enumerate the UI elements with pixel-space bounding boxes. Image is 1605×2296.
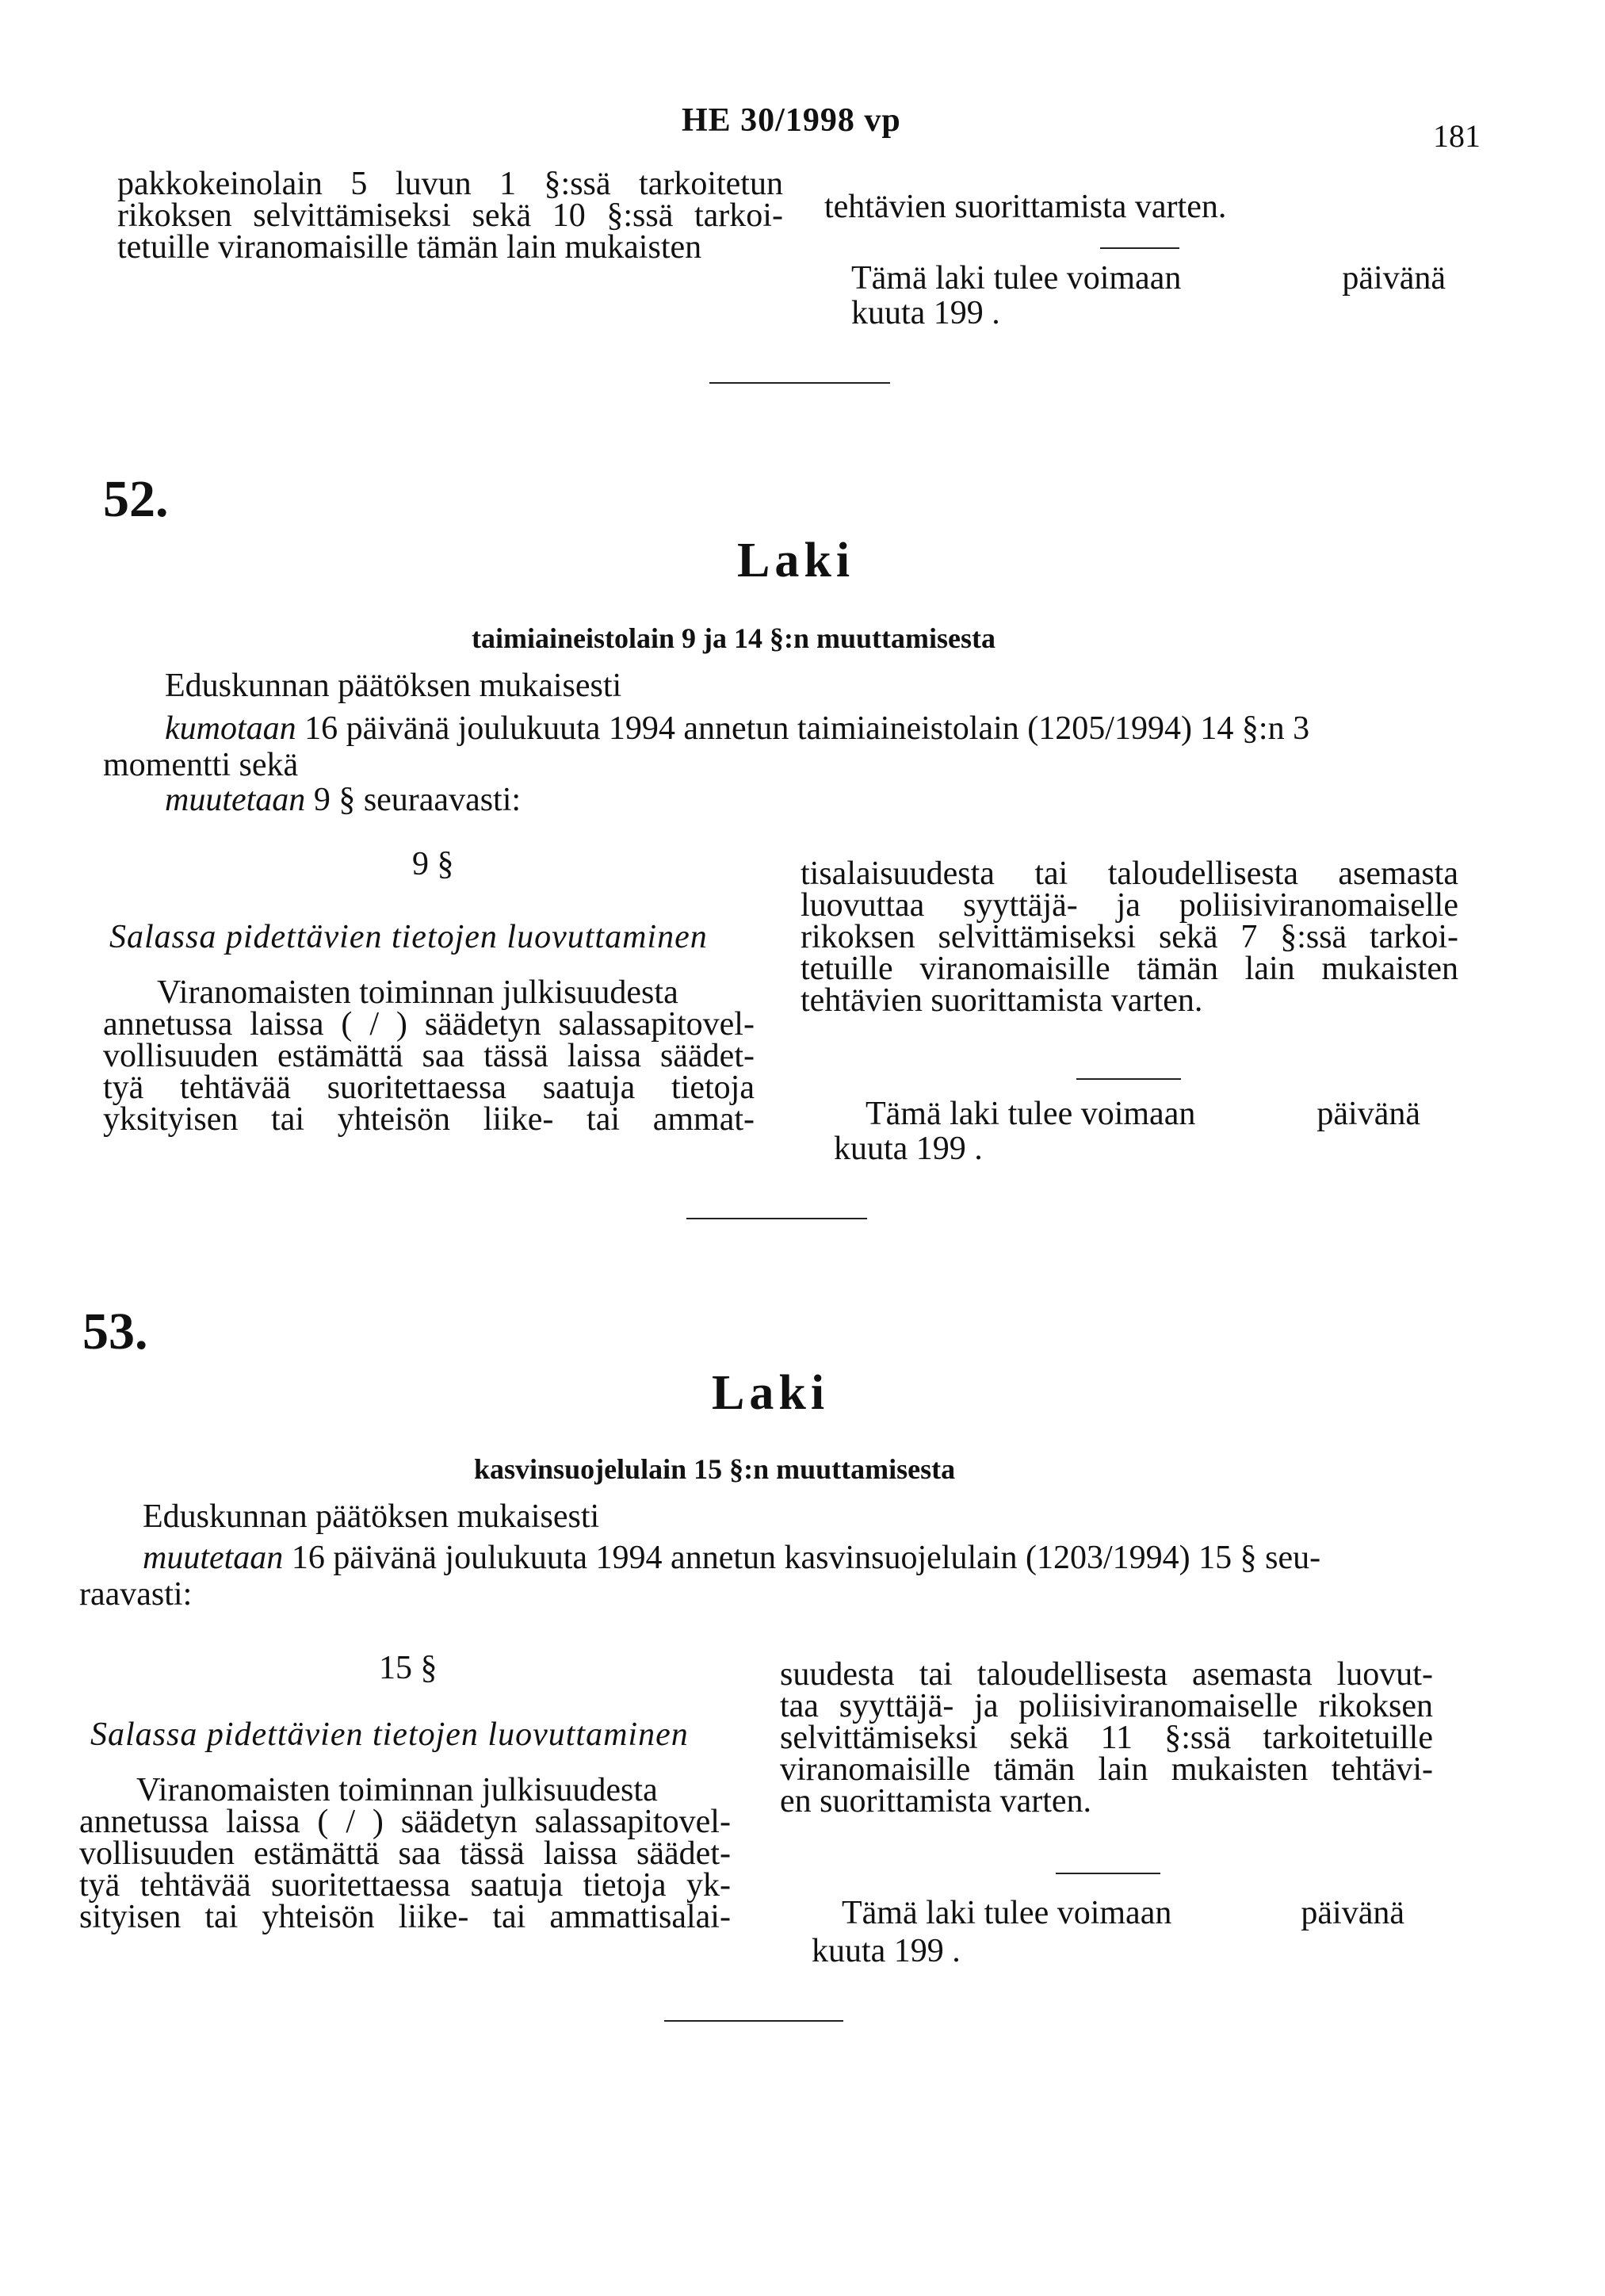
s52-right-line-1: tisalaisuudesta tai taloudellisesta asemasta <box>801 855 1458 892</box>
law-title-53: Laki <box>712 1366 830 1420</box>
section-52-left-column <box>103 974 755 1138</box>
s53-effective-clause <box>842 1896 1404 1930</box>
running-header: HE 30/1998 vp <box>682 102 901 139</box>
intro-left-line-2: rikoksen selvittämiseksi sekä 10 §:ssä tarkoi- <box>117 197 783 234</box>
intro-effective-clause <box>851 262 1446 295</box>
repeal-line2-52: momentti sekä <box>103 747 299 783</box>
s52-left-line-5: yksityisen tai yhteisön liike- tai ammat- <box>103 1101 755 1138</box>
s53-right-line-4: viranomaisille tämän lain mukaisten tehtävi- <box>780 1751 1433 1788</box>
s53-effective-text: Tämä laki tulee voimaan <box>842 1895 1172 1931</box>
s53-right-line-3: selvittämiseksi sekä 11 §:ssä tarkoitetuille <box>780 1720 1433 1756</box>
divider-rule-3 <box>664 2020 843 2022</box>
repeal-rest-52: 16 päivänä joulukuuta 1994 annetun taimiaineistolain (1205/1994) 14 §:n 3 <box>304 710 1310 747</box>
law-number-52: 52. <box>103 470 169 528</box>
s52-effective-text: Tämä laki tulee voimaan <box>866 1096 1196 1132</box>
s52-left-line-3: vollisuuden estämättä saa tässä laissa säädet- <box>103 1038 755 1074</box>
s52-right-line-5: tehtävien suorittamista varten. <box>801 982 1203 1019</box>
s52-left-line-1: Viranomaisten toiminnan julkisuudesta <box>157 974 678 1011</box>
intro-effective-month: kuuta 199 . <box>851 295 1000 331</box>
s53-right-line-5: en suorittamista varten. <box>780 1783 1092 1820</box>
amend-rest-53: 16 päivänä joulukuuta 1994 annetun kasvinsuojelulain (1203/1994) 15 § seu- <box>291 1540 1321 1576</box>
s53-left-line-3: vollisuuden estämättä saa tässä laissa säädet- <box>79 1835 731 1872</box>
section-53-left-column <box>79 1774 731 1933</box>
decree-53: Eduskunnan päätöksen mukaisesti <box>143 1498 600 1535</box>
amend-rest-52: 9 § seuraavasti: <box>313 782 522 818</box>
intro-right-line: tehtävien suorittamista varten. <box>824 189 1227 225</box>
intro-effective-day: päivänä <box>1342 260 1446 297</box>
s52-effective-month: kuuta 199 . <box>834 1131 983 1167</box>
s53-left-line-2: annetussa laissa ( / ) säädetyn salassapitovel- <box>79 1804 731 1840</box>
intro-left-column <box>117 166 783 266</box>
s53-right-line-2: taa syyttäjä- ja poliisiviranomaiselle rikoksen <box>780 1688 1433 1724</box>
decree-52: Eduskunnan päätöksen mukaisesti <box>165 668 622 704</box>
s52-left-line-2: annetussa laissa ( / ) säädetyn salassapitovel- <box>103 1006 755 1043</box>
repeal-clause-52 <box>165 712 1309 745</box>
intro-short-rule <box>1100 247 1179 249</box>
s52-effective-day: päivänä <box>1316 1096 1420 1132</box>
intro-left-line-3: tetuille viranomaisille tämän lain mukaisten <box>117 229 702 266</box>
intro-left-line-1: pakkokeinolain 5 luvun 1 §:ssä tarkoitetun <box>117 166 783 202</box>
section-53-right-column <box>780 1656 1433 1820</box>
s52-right-line-4: tetuille viranomaisille tämän lain mukaisten <box>801 951 1458 987</box>
amend-line2-53: raavasti: <box>79 1576 193 1613</box>
page-number: 181 <box>1433 118 1481 154</box>
divider-rule-1 <box>709 382 890 384</box>
s52-effective-clause <box>866 1097 1420 1131</box>
s53-left-line-5: sityisen tai yhteisön liike- tai ammattisalai- <box>79 1899 731 1935</box>
s52-short-rule <box>1076 1078 1181 1080</box>
s53-effective-day: päivänä <box>1301 1895 1404 1931</box>
amend-word-52: muutetaan <box>165 782 306 818</box>
repeal-word-52: kumotaan <box>165 710 296 747</box>
law-number-53: 53. <box>82 1303 148 1360</box>
law-subtitle-52: taimiaineistolain 9 ja 14 §:n muuttamisesta <box>472 622 995 654</box>
s53-effective-month: kuuta 199 . <box>812 1933 961 1969</box>
s52-left-line-4: tyä tehtävää suoritettaessa saatuja tietoja <box>103 1070 755 1106</box>
s53-left-line-1: Viranomaisten toiminnan julkisuudesta <box>136 1772 658 1808</box>
law-title-52: Laki <box>737 534 855 587</box>
intro-effective-text: Tämä laki tulee voimaan <box>851 260 1182 297</box>
law-subtitle-53: kasvinsuojelulain 15 §:n muuttamisesta <box>474 1453 956 1485</box>
section-label-53: 15 § <box>379 1650 438 1686</box>
s53-short-rule <box>1056 1873 1160 1874</box>
amend-clause-52 <box>165 783 521 817</box>
amend-clause-53 <box>143 1541 1320 1575</box>
s53-left-line-4: tyä tehtävää suoritettaessa saatuja tietoja yk- <box>79 1867 731 1904</box>
s53-right-line-1: suudesta tai taloudellisesta asemasta luovut- <box>780 1656 1433 1693</box>
s52-right-line-2: luovuttaa syyttäjä- ja poliisiviranomaiselle <box>801 887 1458 924</box>
divider-rule-2 <box>686 1218 867 1219</box>
section-52-right-column <box>801 855 1458 1019</box>
section-heading-52: Salassa pidettävien tietojen luovuttaminen <box>109 919 708 955</box>
section-label-52: 9 § <box>412 846 454 882</box>
amend-word-53: muutetaan <box>143 1540 284 1576</box>
s52-right-line-3: rikoksen selvittämiseksi sekä 7 §:ssä tarkoi- <box>801 919 1458 955</box>
section-heading-53: Salassa pidettävien tietojen luovuttaminen <box>90 1716 689 1753</box>
